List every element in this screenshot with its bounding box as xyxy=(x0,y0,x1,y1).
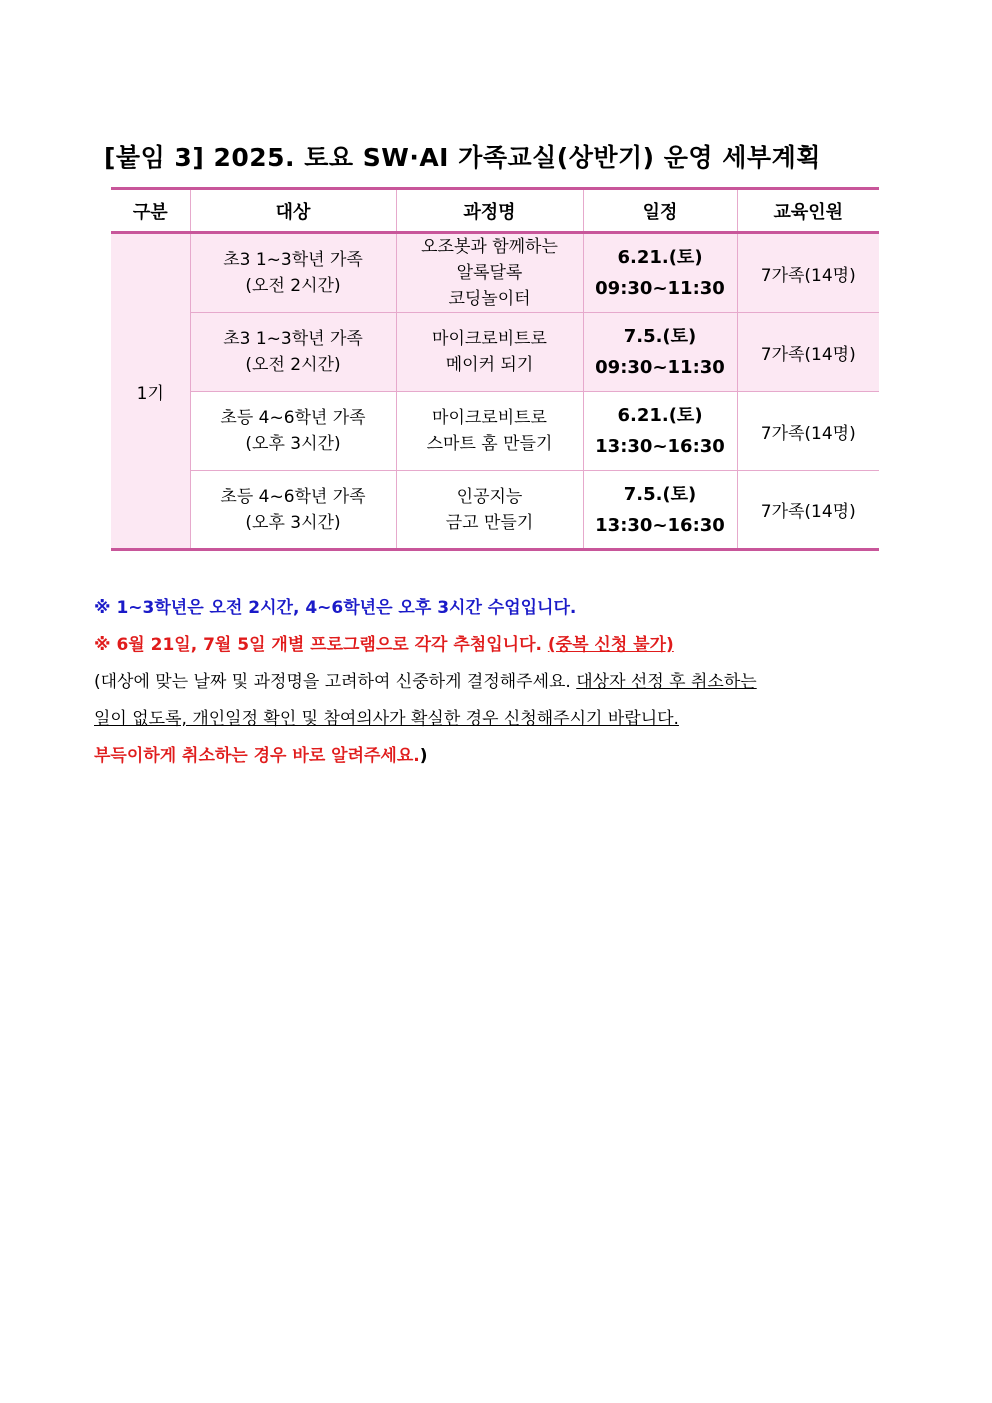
group-cell: 1기 xyxy=(111,233,190,550)
target-line: (오전 2시간) xyxy=(245,355,341,375)
note-lottery xyxy=(94,630,914,667)
schedule-date: 6.21.(토) xyxy=(617,405,703,426)
table-row xyxy=(111,392,879,471)
note-guidance-underlined: 대상자 선정 후 취소하는 xyxy=(576,672,757,692)
course-cell xyxy=(396,471,583,550)
note-cancel-line xyxy=(94,741,914,778)
course-line: 마이크로비트로 xyxy=(432,408,547,428)
note-class-hours: ※ 1~3학년은 오전 2시간, 4~6학년은 오후 3시간 수업입니다. xyxy=(94,598,577,618)
target-line: 초3 1~3학년 가족 xyxy=(223,250,363,270)
course-cell xyxy=(396,313,583,392)
document-title: [붙임 3] 2025. 토요 SW·AI 가족교실(상반기) 운영 세부계획 xyxy=(104,143,821,172)
course-line: 스마트 홈 만들기 xyxy=(426,434,553,454)
header-course: 과정명 xyxy=(396,189,583,233)
course-line: 인공지능 xyxy=(456,486,523,507)
notes-section xyxy=(94,593,914,778)
schedule-time: 13:30~16:30 xyxy=(595,436,725,457)
course-line: 마이크로비트로 xyxy=(432,329,547,349)
schedule-cell xyxy=(583,392,737,471)
capacity-cell: 7가족(14명) xyxy=(737,233,879,313)
header-target: 대상 xyxy=(190,189,396,233)
target-cell xyxy=(190,392,396,471)
schedule-date: 7.5.(토) xyxy=(623,326,697,347)
note-guidance-line xyxy=(94,667,914,704)
course-line: 알록달록 xyxy=(456,263,523,283)
table-row xyxy=(111,313,879,392)
course-cell xyxy=(396,233,583,313)
header-capacity: 교육인원 xyxy=(737,189,879,233)
header-schedule: 일정 xyxy=(583,189,737,233)
target-line: (오전 2시간) xyxy=(245,276,341,296)
course-line: 오조봇과 함께하는 xyxy=(421,237,558,257)
table-row xyxy=(111,233,879,313)
schedule-time: 13:30~16:30 xyxy=(595,514,725,536)
note-lottery-text: ※ 6월 21일, 7월 5일 개별 프로그램으로 각각 추첨입니다. xyxy=(94,635,548,655)
schedule-time: 09:30~11:30 xyxy=(595,357,725,378)
course-line: 금고 만들기 xyxy=(445,512,534,533)
note-guidance-text: (대상에 맞는 날짜 및 과정명을 고려하여 신중하게 결정해주세요. xyxy=(94,672,577,692)
target-line: 초3 1~3학년 가족 xyxy=(223,329,363,349)
target-cell xyxy=(190,313,396,392)
capacity-cell: 7가족(14명) xyxy=(737,392,879,471)
capacity-cell: 7가족(14명) xyxy=(737,313,879,392)
note-cancel-text: 부득이하게 취소하는 경우 바로 알려주세요. xyxy=(94,746,420,766)
note-no-duplicate: (중복 신청 불가) xyxy=(547,635,674,655)
note-guidance-underlined: 일이 없도록, 개인일정 확인 및 참여의사가 확실한 경우 신청해주시기 바랍니다. xyxy=(94,709,679,729)
schedule-time: 09:30~11:30 xyxy=(595,278,725,299)
schedule-date: 6.21.(토) xyxy=(617,247,703,268)
course-cell xyxy=(396,392,583,471)
course-line: 코딩놀이터 xyxy=(448,289,531,309)
schedule-cell xyxy=(583,313,737,392)
header-category: 구분 xyxy=(111,189,190,233)
schedule-cell xyxy=(583,471,737,550)
note-closing-paren: ) xyxy=(419,746,428,766)
target-line: 초등 4~6학년 가족 xyxy=(220,486,366,507)
note-guidance-line xyxy=(94,704,914,741)
table-header-row xyxy=(111,189,879,233)
schedule-cell xyxy=(583,233,737,313)
table-row xyxy=(111,471,879,550)
schedule-date: 7.5.(토) xyxy=(623,483,697,505)
target-line: (오후 3시간) xyxy=(245,434,341,454)
capacity-cell: 7가족(14명) xyxy=(737,471,879,550)
course-line: 메이커 되기 xyxy=(445,355,534,375)
target-line: (오후 3시간) xyxy=(245,512,341,533)
target-cell xyxy=(190,233,396,313)
target-cell xyxy=(190,471,396,550)
target-line: 초등 4~6학년 가족 xyxy=(220,408,366,428)
schedule-table xyxy=(111,187,879,551)
